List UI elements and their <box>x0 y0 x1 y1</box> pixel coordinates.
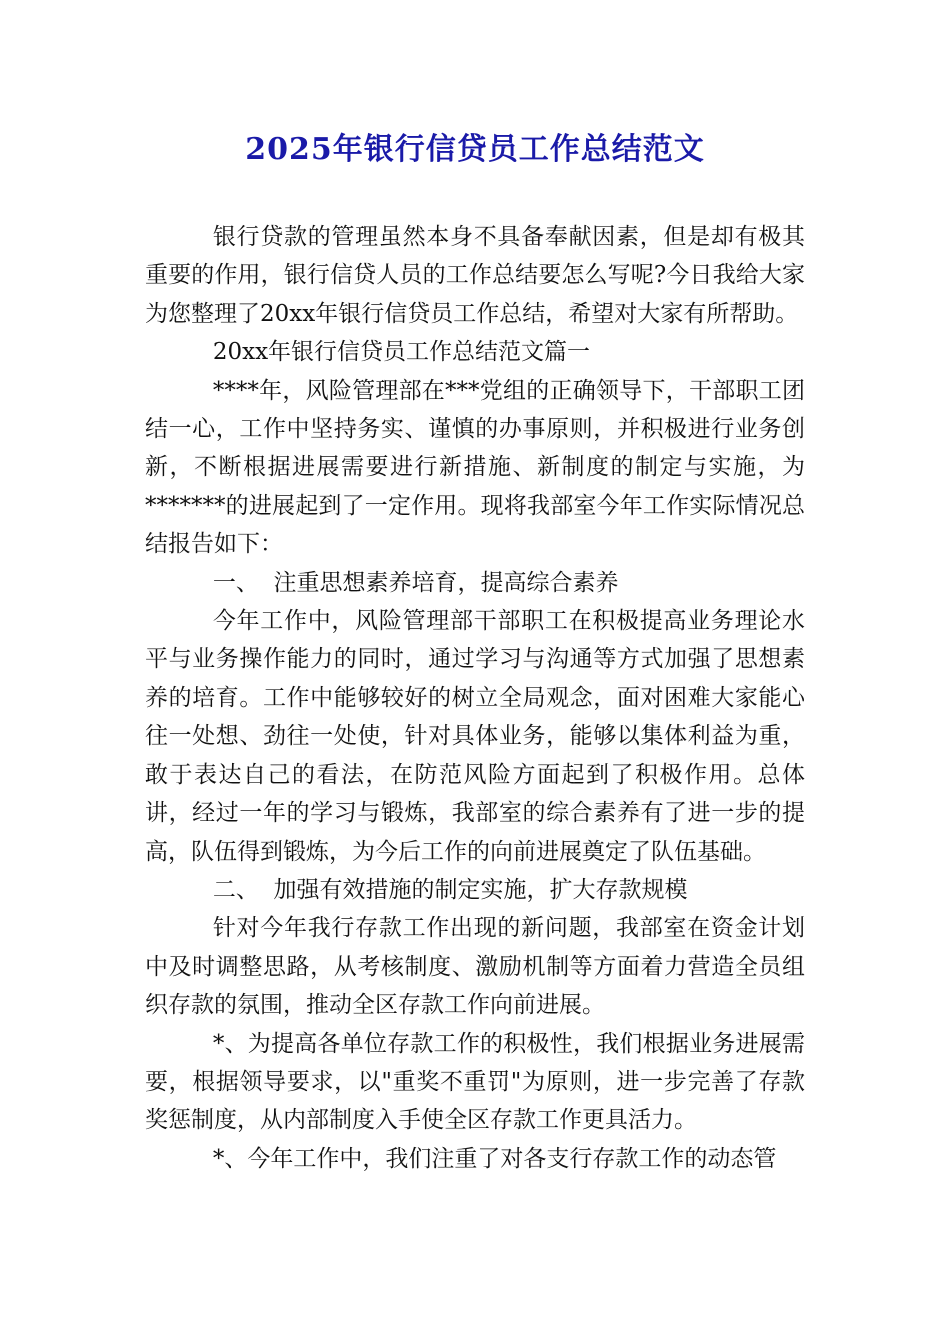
body-paragraph: *、今年工作中，我们注重了对各支行存款工作的动态管 <box>212 1145 777 1172</box>
body-paragraph: 今年工作中，风险管理部干部职工在积极提高业务理论水平与业务操作能力的同时，通过学习与沟通等方式加强了思想素养的培育。工作中能够较好的树立全局观念，面对困难大家能心往一处想、劲往一处使，针对具体业务，能够以集体利益为重，敢于表达自己的看法，在防范风险方面起到了积极作用。总体讲，经过一年的学习与锻炼，我部室的综合素养有了进一步的提高，队伍得到锻炼，为今后工作的向前进展奠定了队伍基础。 <box>145 608 805 865</box>
section-heading-2: 二、 加强有效措施的制定实施，扩大存款规模 <box>212 876 688 903</box>
body-paragraph: 针对今年我行存款工作出现的新问题，我部室在资金计划中及时调整思路，从考核制度、激励机制等方面着力营造全员组织存款的氛围，推动全区存款工作向前进展。 <box>145 915 805 1019</box>
document-title: 2025年银行信贷员工作总结范文 <box>245 132 705 167</box>
section-title: 20xx年银行信贷员工作总结范文篇一 <box>212 339 591 366</box>
section-heading-1: 一、 注重思想素养培育，提高综合素养 <box>212 569 619 596</box>
body-paragraph: *、为提高各单位存款工作的积极性，我们根据业务进展需要，根据领导要求，以"重奖不重罚"为原则，进一步完善了存款奖惩制度，从内部制度入手使全区存款工作更具活力。 <box>145 1030 805 1134</box>
body-paragraph: ****年，风险管理部在***党组的正确领导下，干部职工团结一心，工作中坚持务实、谨慎的办事原则，并积极进行业务创新，不断根据进展需要进行新措施、新制度的制定与实施，为*******的进展起到了一定作用。现将我部室今年工作实际情况总结报告如下： <box>145 377 805 558</box>
document-body <box>145 218 805 1178</box>
intro-paragraph: 银行贷款的管理虽然本身不具备奉献因素，但是却有极其重要的作用，银行信贷人员的工作总结要怎么写呢?今日我给大家为您整理了20xx年银行信贷员工作总结，希望对大家有所帮助。 <box>145 224 805 327</box>
